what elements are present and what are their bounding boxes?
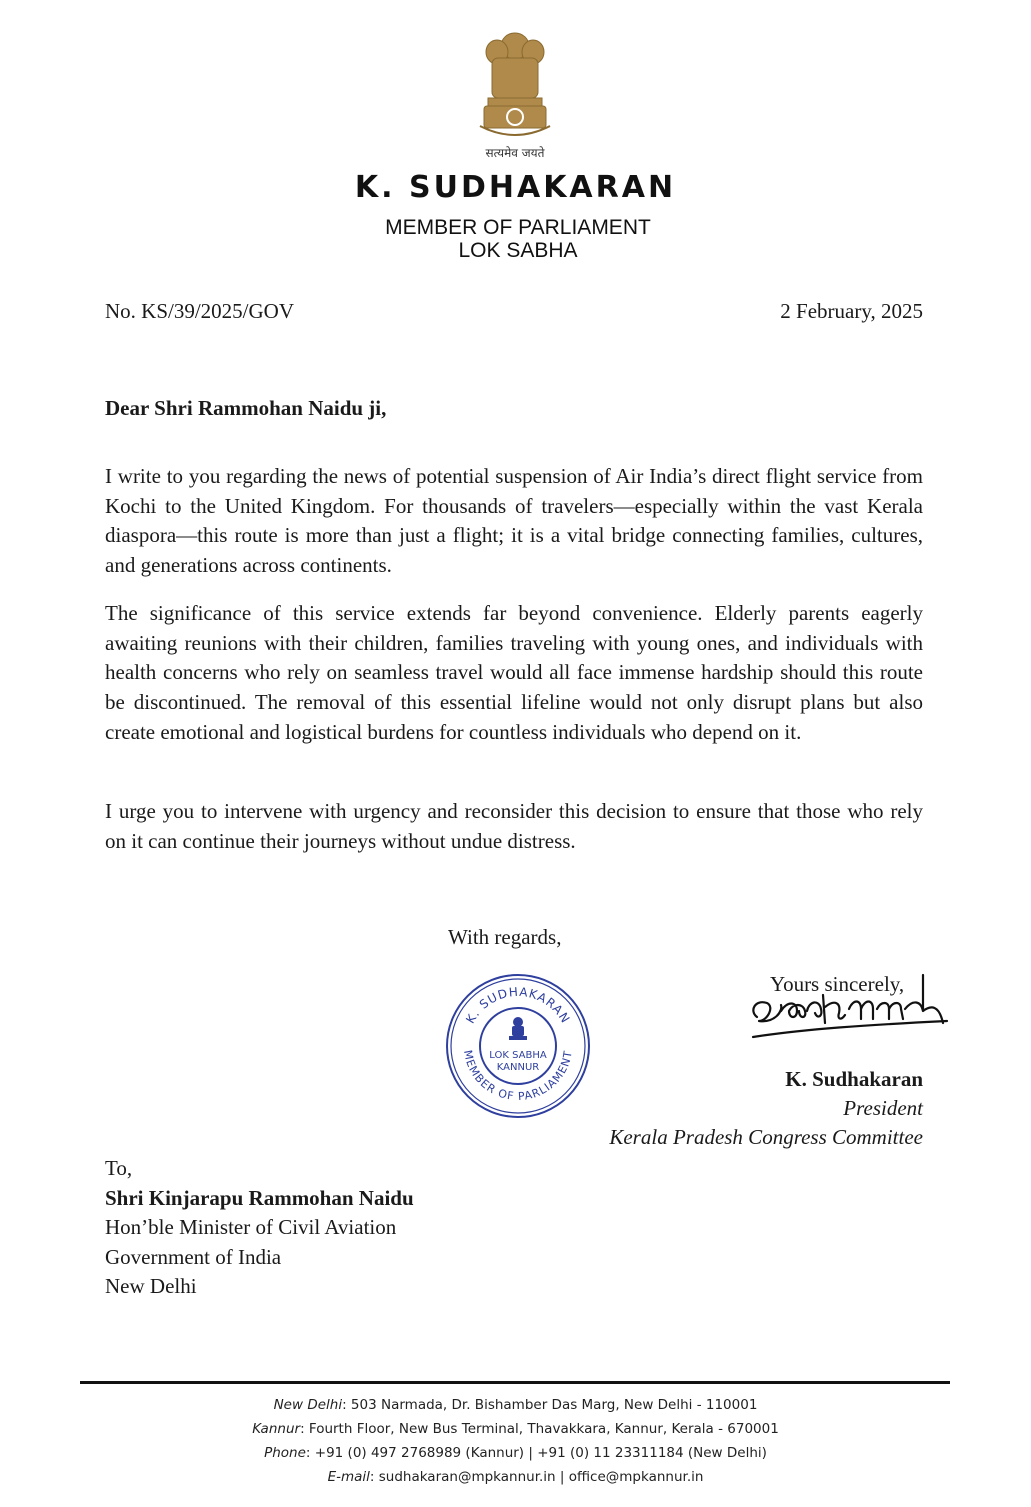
salutation: Dear Shri Rammohan Naidu ji, <box>105 396 387 420</box>
emblem-motto: सत्यमेव जयते <box>485 146 545 160</box>
recipient-city: New Delhi <box>105 1274 197 1298</box>
body-paragraph-1: I write to you regarding the news of potential suspension of Air India’s direct flight service from Kochi to the United Kingdom. For thousands of travelers—especially within the vast Kerala diaspora—this route is more than just a flight; it is a vital bridge connecting families, cultures, and generations across continents. <box>105 464 923 578</box>
letterhead-title-line1: MEMBER OF PARLIAMENT <box>385 216 651 239</box>
footer-email-label: E-mail <box>327 1469 370 1485</box>
letterhead-name: K. SUDHAKARAN <box>354 170 677 205</box>
letterhead-title-line2: LOK SABHA <box>458 239 578 262</box>
footer-phone-label: Phone <box>264 1445 306 1461</box>
body-paragraph-2: The significance of this service extends far beyond convenience. Elderly parents eagerly awaiting reunions with their children, families traveling with young ones, and individuals with health concerns who rely on seamless travel would all face immense hardship should this route be discontinued. The removal of this essential lifeline would not only disrupt plans but also create emotional and logistical burdens for countless individuals who depend on it. <box>105 601 923 744</box>
stamp-inner-line1: LOK SABHA <box>489 1050 547 1061</box>
closing-yours-sincerely: Yours sincerely, <box>770 972 905 996</box>
footer-email-value: sudhakaran@mpkannur.in | office@mpkannur.in <box>378 1469 704 1485</box>
footer-email-line: E-mail: sudhakaran@mpkannur.in | office@mpkannur.in <box>327 1469 704 1485</box>
signatory-role: President <box>843 1096 923 1120</box>
footer-newdelhi-address: 503 Narmada, Dr. Bishamber Das Marg, New Delhi - 110001 <box>350 1397 758 1413</box>
stamp-inner-line2: KANNUR <box>496 1062 540 1073</box>
footer-kannur-line: Kannur: Fourth Floor, New Bus Terminal, Thavakkara, Kannur, Kerala - 670001 <box>252 1421 779 1437</box>
letterhead-title <box>0 216 1031 262</box>
reference-number: No. KS/39/2025/GOV <box>105 299 295 323</box>
official-stamp-icon <box>444 972 592 1120</box>
footer-kannur-label: Kannur <box>252 1421 301 1437</box>
stamp-outer-bottom-text: MEMBER OF PARLIAMENT <box>461 1049 575 1104</box>
recipient-to: To, <box>105 1156 133 1180</box>
footer-newdelhi-label: New Delhi <box>273 1397 343 1413</box>
closing-regards: With regards, <box>448 925 562 949</box>
recipient-block <box>105 1154 414 1302</box>
recipient-name: Shri Kinjarapu Rammohan Naidu <box>105 1185 414 1210</box>
letter-date: 2 February, 2025 <box>780 299 923 323</box>
footer-phone-line: Phone: +91 (0) 497 2768989 (Kannur) | +91 (0) 11 23311184 (New Delhi) <box>264 1445 767 1461</box>
recipient-government: Government of India <box>105 1244 282 1269</box>
national-emblem-icon <box>470 26 560 146</box>
signatory-organization: Kerala Pradesh Congress Committee <box>609 1125 923 1149</box>
handwritten-signature-icon <box>745 965 955 1045</box>
body-paragraph-3: I urge you to intervene with urgency and reconsider this decision to ensure that those who rely on it can continue their journeys without undue distress. <box>105 799 923 853</box>
footer-divider <box>80 1381 950 1384</box>
footer-kannur-address: Fourth Floor, New Bus Terminal, Thavakkara, Kannur, Kerala - 670001 <box>308 1421 779 1437</box>
stamp-outer-top-text: K. SUDHAKARAN <box>463 984 573 1026</box>
footer-contact <box>0 1393 1031 1489</box>
footer-newdelhi-line: New Delhi: 503 Narmada, Dr. Bishamber Das Marg, New Delhi - 110001 <box>273 1397 758 1413</box>
signatory-name: K. Sudhakaran <box>785 1067 923 1091</box>
recipient-designation: Hon’ble Minister of Civil Aviation <box>105 1215 397 1239</box>
footer-phone-value: +91 (0) 497 2768989 (Kannur) | +91 (0) 11 23311184 (New Delhi) <box>314 1445 767 1461</box>
